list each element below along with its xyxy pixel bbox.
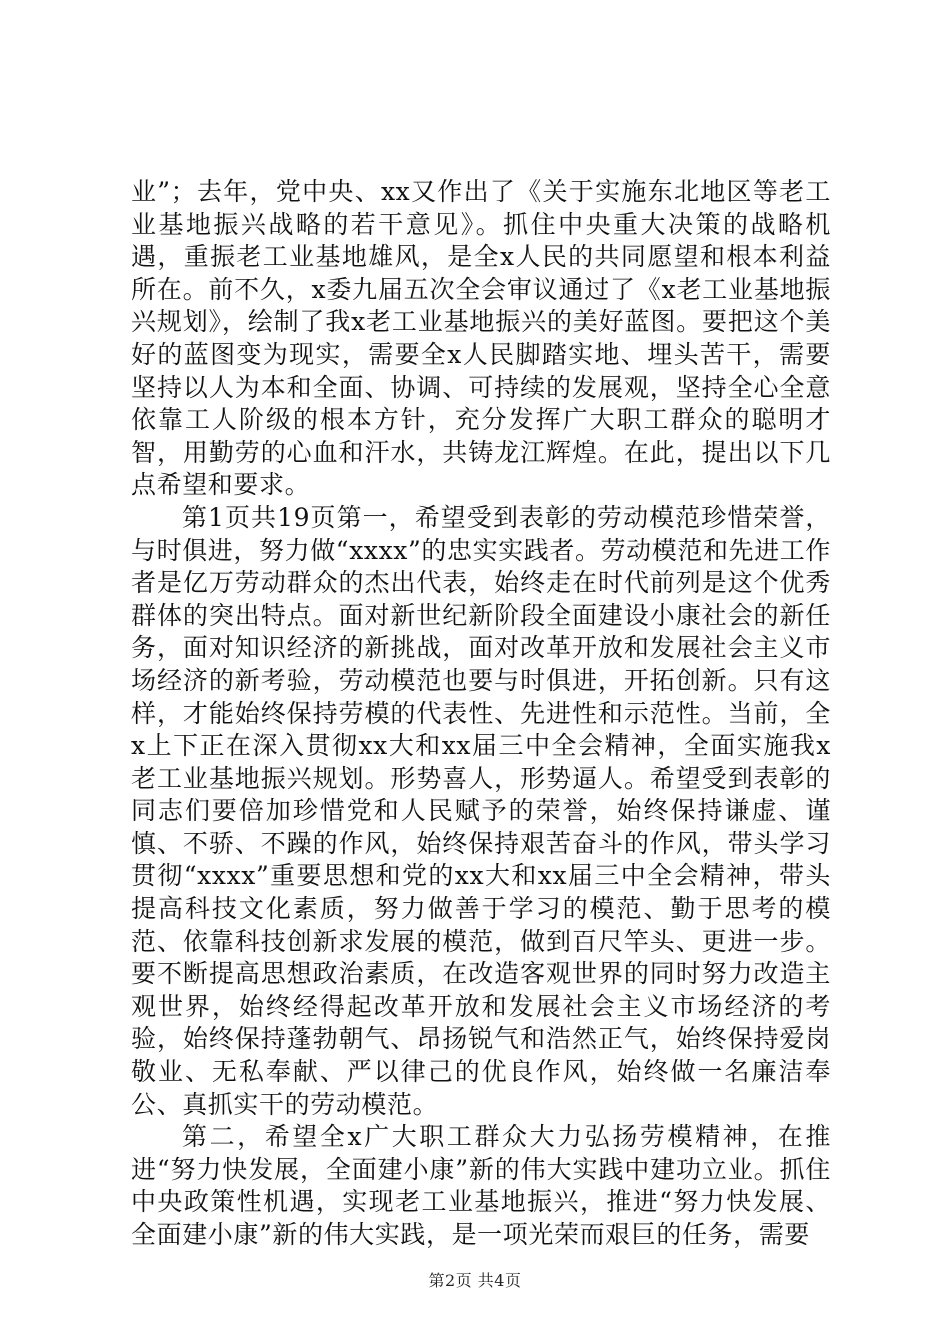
paragraph-first-hope: 第1页共19页第一，希望受到表彰的劳动模范珍惜荣誉，与时俱进，努力做“xxxx”的忠实实践者。劳动模范和先进工作者是亿万劳动群众的杰出代表，始终走在时代前列是这个优秀群体的突出特点。面对新世纪新阶段全面建设小康社会的新任务，面对知识经济的新挑战，面对改革开放和发展社会主义市场经济的新考验，劳动模范也要与时俱进，开拓创新。只有这样，才能始终保持劳模的代表性、先进性和示范性。当前，全x上下正在深入贯彻xx大和xx届三中全会精神，全面实施我x老工业基地振兴规划。形势喜人，形势逼人。希望受到表彰的同志们要倍加珍惜党和人民赋予的荣誉，始终保持谦虚、谨慎、不骄、不躁的作风，始终保持艰苦奋斗的作风，带头学习贯彻“xxxx”重要思想和党的xx大和xx届三中全会精神，带头提高科技文化素质，努力做善于学习的模范、勤于思考的模范、依靠科技创新求发展的模范，做到百尺竿头、更进一步。要不断提高思想政治素质，在改造客观世界的同时努力改造主观世界，始终经得起改革开放和发展社会主义市场经济的考验，始终保持蓬勃朝气、昂扬锐气和浩然正气，始终保持爱岗敬业、无私奉献、严以律己的优良作风，始终做一名廉洁奉公、真抓实干的劳动模范。 (131, 502, 831, 1119)
page-footer: 第2页 共4页 (428, 1271, 522, 1290)
document-body (131, 176, 831, 1252)
paragraph-second-hope: 第二，希望全x广大职工群众大力弘扬劳模精神，在推进“努力快发展，全面建小康”新的伟大实践中建功立业。抓住中央政策性机遇，实现老工业基地振兴，推进“努力快发展、全面建小康”新的伟大实践，是一项光荣而艰巨的任务，需要 (131, 1122, 831, 1249)
paragraph-continuation: 业”；去年，党中央、xx又作出了《关于实施东北地区等老工业基地振兴战略的若干意见》。抓住中央重大决策的战略机遇，重振老工业基地雄风，是全x人民的共同愿望和根本利益所在。前不久，x委九届五次全会审议通过了《x老工业基地振兴规划》，绘制了我x老工业基地振兴的美好蓝图。要把这个美好的蓝图变为现实，需要全x人民脚踏实地、埋头苦干，需要坚持以人为本和全面、协调、可持续的发展观，坚持全心全意依靠工人阶级的根本方针，充分发挥广大职工群众的聪明才智，用勤劳的心血和汗水，共铸龙江辉煌。在此，提出以下几点希望和要求。 (131, 177, 831, 500)
